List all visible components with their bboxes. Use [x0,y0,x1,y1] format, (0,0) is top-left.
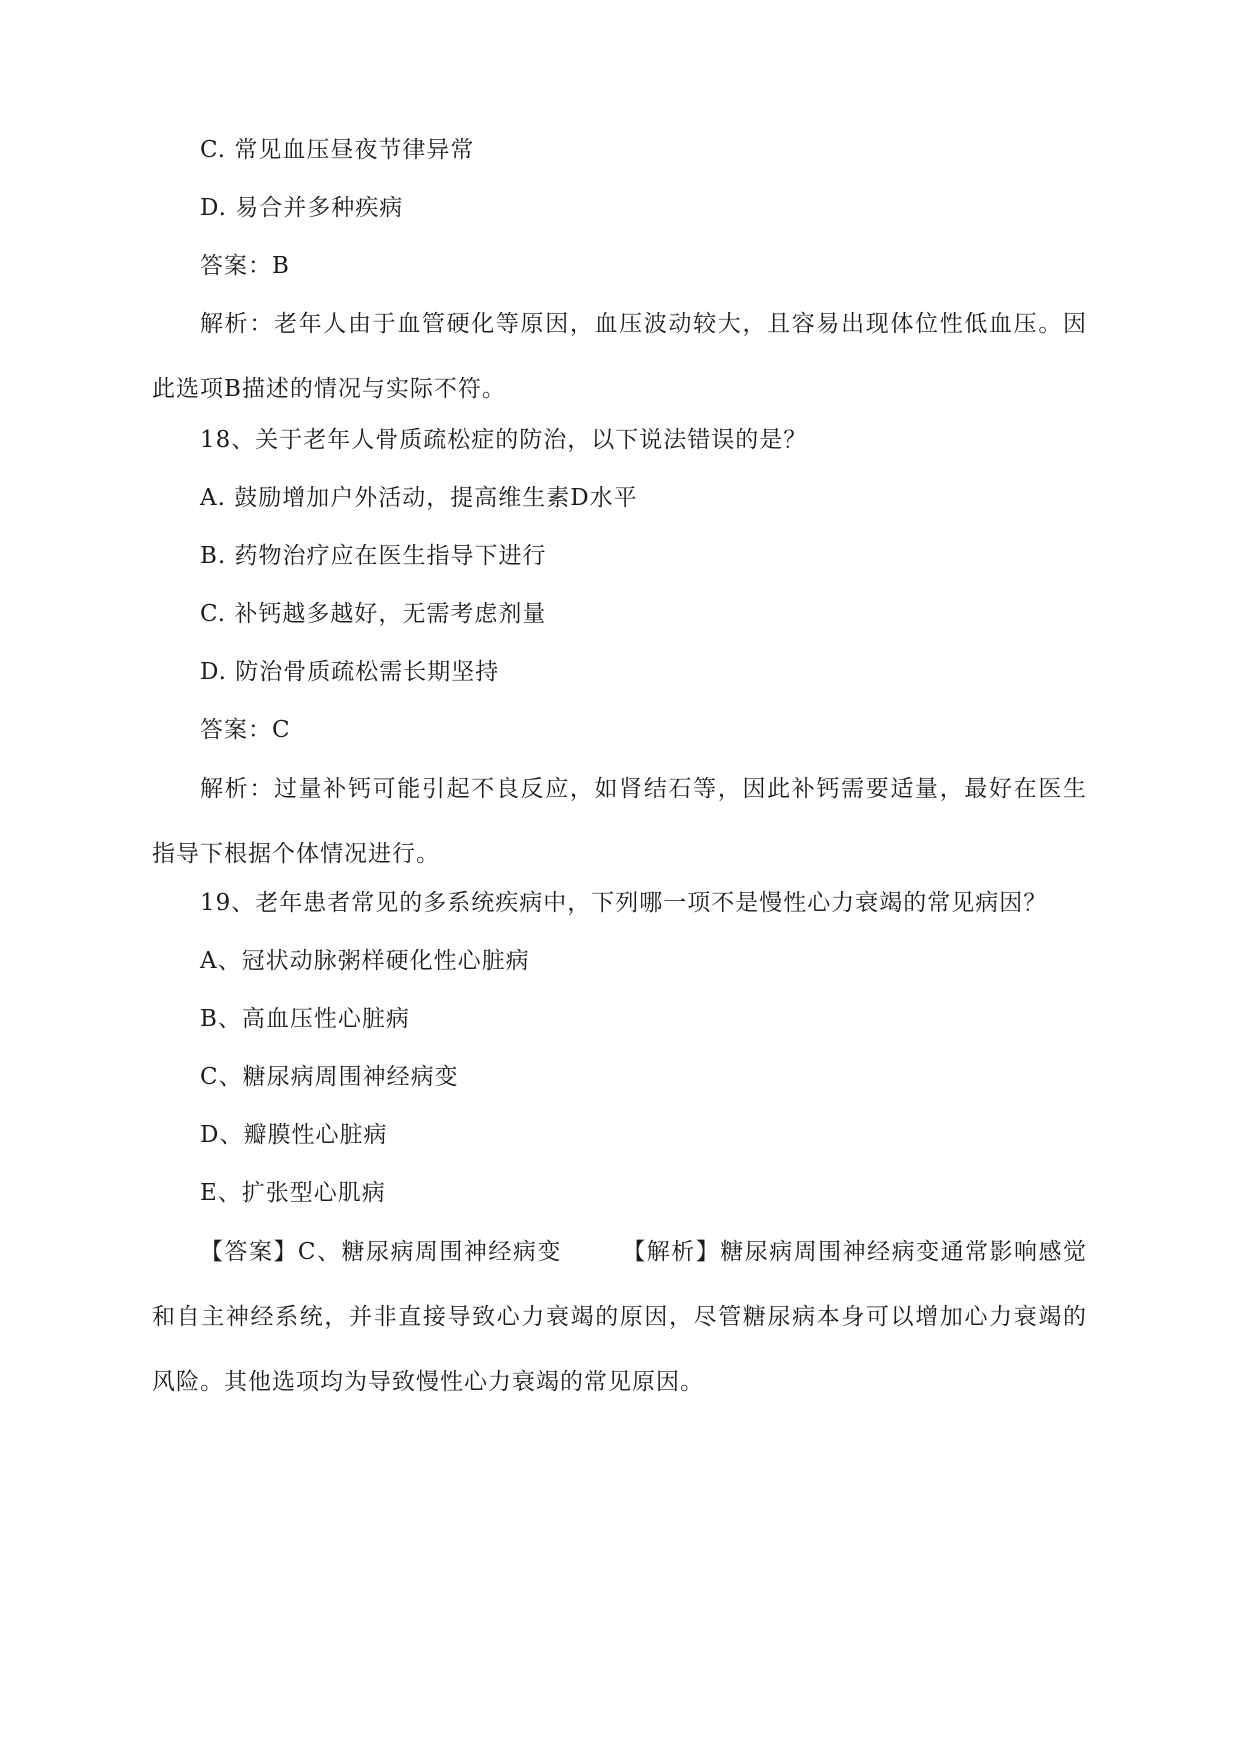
q17-option-c: C. 常见血压昼夜节律异常 [200,137,475,163]
q18-option-a: A. 鼓励增加户外活动，提高维生素D水平 [200,485,638,511]
q19-analysis: 【解析】糖尿病周围神经病变通常影响感觉和自主神经系统，并非直接导致心力衰竭的原因，尽管糖尿病本身可以增加心力衰竭的风险。其他选项均为导致慢性心力衰竭的常见原因。 [152,1239,1088,1395]
q19-option-b: B、高血压性心脏病 [200,1006,410,1032]
q18-answer: 答案：C [200,717,291,743]
q18-question: 18、关于老年人骨质疏松症的防治，以下说法错误的是？ [200,427,808,453]
q17-option-d: D. 易合并多种疾病 [200,195,404,221]
q19-option-d: D、瓣膜性心脏病 [200,1122,388,1148]
q18-option-b: B. 药物治疗应在医生指导下进行 [200,543,547,569]
q19-answer-block [152,1220,1087,1415]
q18-option-d: D. 防治骨质疏松需长期坚持 [200,659,500,685]
q19-option-e: E、扩张型心肌病 [200,1180,386,1206]
q19-option-a: A、冠状动脉粥样硬化性心脏病 [200,948,530,974]
q17-answer: 答案：B [200,253,290,279]
q19-question: 19、老年患者常见的多系统疾病中，下列哪一项不是慢性心力衰竭的常见病因？ [200,890,1048,916]
q18-option-c: C. 补钙越多越好，无需考虑剂量 [200,601,547,627]
q18-analysis: 解析：过量补钙可能引起不良反应，如肾结石等，因此补钙需要适量，最好在医生指导下根据个体情况进行。 [152,776,1087,867]
q19-option-c: C、糖尿病周围神经病变 [200,1064,459,1090]
q17-analysis: 解析：老年人由于血管硬化等原因，血压波动较大，且容易出现体位性低血压。因此选项B描述的情况与实际不符。 [152,311,1087,402]
q19-answer: 【答案】C、糖尿病周围神经病变 [200,1239,562,1265]
